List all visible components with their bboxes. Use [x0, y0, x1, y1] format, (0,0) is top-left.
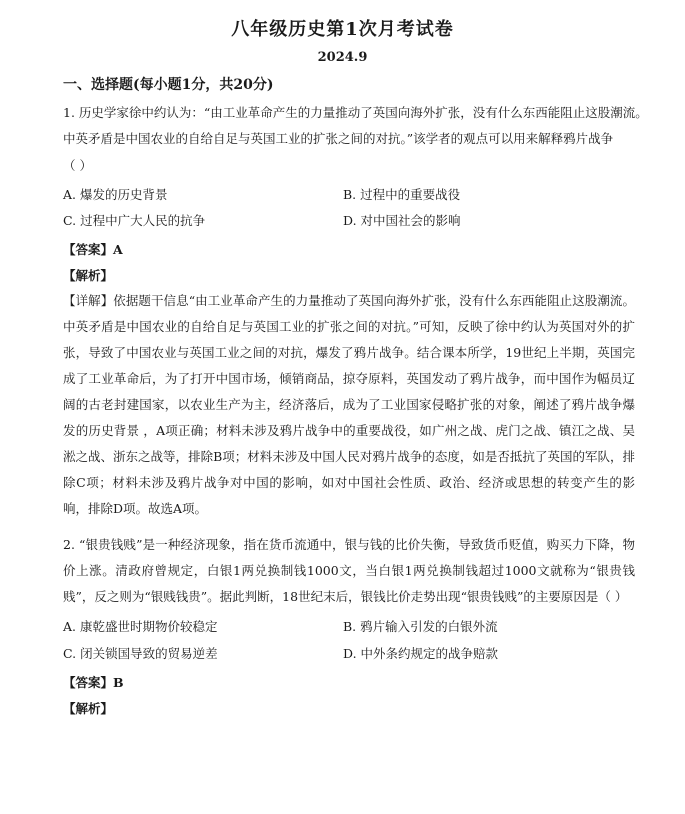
q2-analysis-label: 【解析】 [63, 701, 114, 716]
exam-date: 2024.9 [317, 50, 368, 65]
q1-option-c: C. 过程中广大人民的抗争 [63, 213, 206, 228]
q2-stem: 2. “银贵钱贱”是一种经济现象，指在货币流通中，银与钱的比价失衡，导致货币贬值，购买力下降，物价上涨。清政府曾规定，白银1两兑换制钱1000文，当白银1两兑换制钱超过1000文就称为“银贵钱贱”，反之则为“银贱钱贵”。据此判断，18世纪末后，银钱比价走势出现“银贵钱贱”的主要原因是（ ） [63, 537, 635, 604]
q1-stem-line2: 中英矛盾是中国农业的自给自足与英国工业的扩张之间的对抗。”该学者的观点可以用来解释鸦片战争 [63, 131, 614, 146]
q2-option-c: C. 闭关锁国导致的贸易逆差 [63, 646, 218, 661]
section-heading: 一、选择题(每小题1分，共20分) [63, 77, 274, 93]
q2-option-a: A. 康乾盛世时期物价较稳定 [63, 619, 218, 634]
q2-option-d: D. 中外条约规定的战争赔款 [343, 646, 499, 661]
q2-option-b: B. 鸦片输入引发的白银外流 [343, 619, 498, 634]
q1-option-b: B. 过程中的重要战役 [343, 187, 461, 202]
q1-analysis-label: 【解析】 [63, 268, 114, 283]
q1-option-a: A. 爆发的历史背景 [63, 187, 168, 202]
q1-answer-blank: （ ） [63, 158, 92, 173]
q1-detail: 【详解】依据题干信息“由工业革命产生的力量推动了英国向海外扩张，没有什么东西能阻止这股潮流。中英矛盾是中国农业的自给自足与英国工业的扩张之间的对抗。”可知，反映了徐中约认为英国对外的扩张，导致了中国农业与英国工业之间的对抗，爆发了鸦片战争。结合课本所学，19世纪上半期，英国完成了工业革命后，为了打开中国市场，倾销商品，掠夺原料，英国发动了鸦片战争，而中国作为幅员辽阔的古老封建国家，以农业生产为主，经济落后，成为了工业国家侵略扩张的对象，阐述了鸦片战争爆发的历史背景 ，A项正确；材料未涉及鸦片战争中的重要战役，如广州之战、虎门之战、镇江之战、吴淞之战、浙东之战等，排除B项；材料未涉及中国人民对鸦片战争的态度，如是否抵抗了英国的军队，排除C项；材料未涉及鸦片战争对中国的影响，如对中国社会性质、政治、经济或思想的转变产生的影响，排除D项。故选A项。 [63, 293, 635, 516]
q1-stem-line1: 1. 历史学家徐中约认为：“由工业革命产生的力量推动了英国向海外扩张，没有什么东西能阻止这股潮流。 [63, 105, 648, 120]
q2-answer: 【答案】B [63, 675, 124, 690]
q1-option-d: D. 对中国社会的影响 [343, 213, 461, 228]
exam-title: 八年级历史第1次月考试卷 [231, 19, 454, 40]
q1-answer: 【答案】A [63, 242, 123, 257]
